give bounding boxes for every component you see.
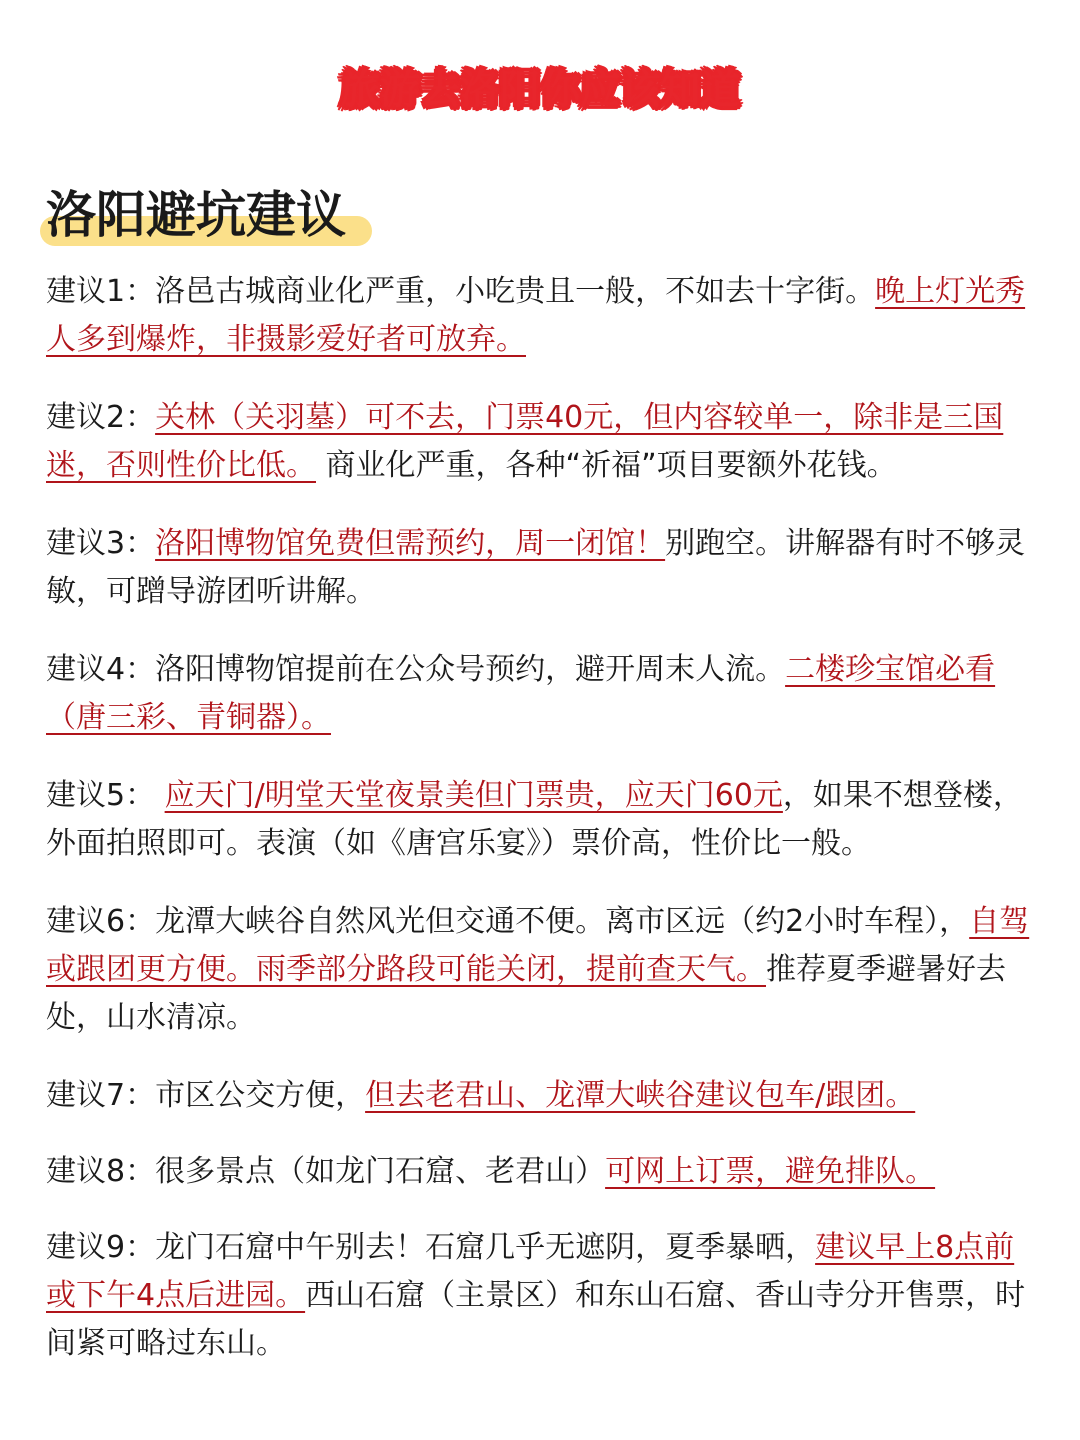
tip-highlight: 洛阳博物馆免费但需预约，周一闭馆！ <box>155 526 666 561</box>
tip-item <box>46 1224 1036 1368</box>
tip-text: 洛阳博物馆提前在公众号预约，避开周末人流。 <box>155 652 786 687</box>
tip-text: 洛邑古城商业化严重，小吃贵且一般，不如去十字街。 <box>155 274 876 309</box>
tip-text: 推荐夏季避暑好去处，山水清凉。 <box>46 952 1006 1035</box>
tip-label: 建议3： <box>46 526 156 561</box>
tip-text: 龙门石窟中午别去！石窟几乎无遮阴，夏季暴晒， <box>155 1230 816 1265</box>
tip-text: ，如果不想登楼，外面拍照即可。表演（如《唐宫乐宴》）票价高，性价比一般。 <box>46 778 1023 861</box>
tip-label: 建议9： <box>46 1230 156 1265</box>
tip-item <box>46 520 1036 616</box>
tip-text: 商业化严重，各种“祈福”项目要额外花钱。 <box>316 448 897 483</box>
tip-item <box>46 1072 1036 1120</box>
tip-highlight: 二楼珍宝馆必看（唐三彩、青铜器）。 <box>46 652 996 735</box>
tip-text: 很多景点（如龙门石窟、老君山） <box>155 1154 606 1189</box>
tip-text: 市区公交方便， <box>155 1078 366 1113</box>
tip-label: 建议2： <box>46 400 156 435</box>
tip-highlight: 晚上灯光秀人多到爆炸，非摄影爱好者可放弃。 <box>46 274 1026 357</box>
tip-highlight: 关林（关羽墓）可不去，门票40元，但内容较单一，除非是三国迷，否则性价比低。 <box>46 400 1004 483</box>
tip-item <box>46 268 1036 364</box>
tip-item <box>46 898 1036 1042</box>
tip-highlight: 建议早上8点前或下午4点后进园。 <box>46 1230 1015 1313</box>
section-heading <box>46 182 346 252</box>
tip-label: 建议6： <box>46 904 156 939</box>
tip-text: 别跑空。讲解器有时不够灵敏，可蹭导游团听讲解。 <box>46 526 1026 609</box>
tip-label: 建议7： <box>46 1078 156 1113</box>
tip-highlight: 可网上订票，避免排队。 <box>605 1154 936 1189</box>
tip-label: 建议5： <box>46 778 165 813</box>
tip-item <box>46 772 1036 868</box>
tip-label: 建议1： <box>46 274 156 309</box>
section-heading-text: 洛阳避坑建议 <box>46 186 346 244</box>
tip-label: 建议8： <box>46 1154 156 1189</box>
tip-highlight: 应天门/明堂天堂夜景美但门票贵，应天门60元 <box>164 778 783 813</box>
tip-item <box>46 646 1036 742</box>
tip-item <box>46 394 1036 490</box>
tip-label: 建议4： <box>46 652 156 687</box>
tips-list <box>46 268 1036 1368</box>
tip-highlight: 自驾或跟团更方便。雨季部分路段可能关闭，提前查天气。 <box>46 904 1030 987</box>
tip-item <box>46 1148 1036 1196</box>
tip-text: 龙潭大峡谷自然风光但交通不便。离市区远（约2小时车程）， <box>155 904 970 939</box>
page-title: 旅游去洛阳你应该知道 <box>340 67 740 113</box>
tip-text: 西山石窟（主景区）和东山石窟、香山寺分开售票，时间紧可略过东山。 <box>46 1278 1026 1361</box>
tip-highlight: 但去老君山、龙潭大峡谷建议包车/跟团。 <box>365 1078 916 1113</box>
